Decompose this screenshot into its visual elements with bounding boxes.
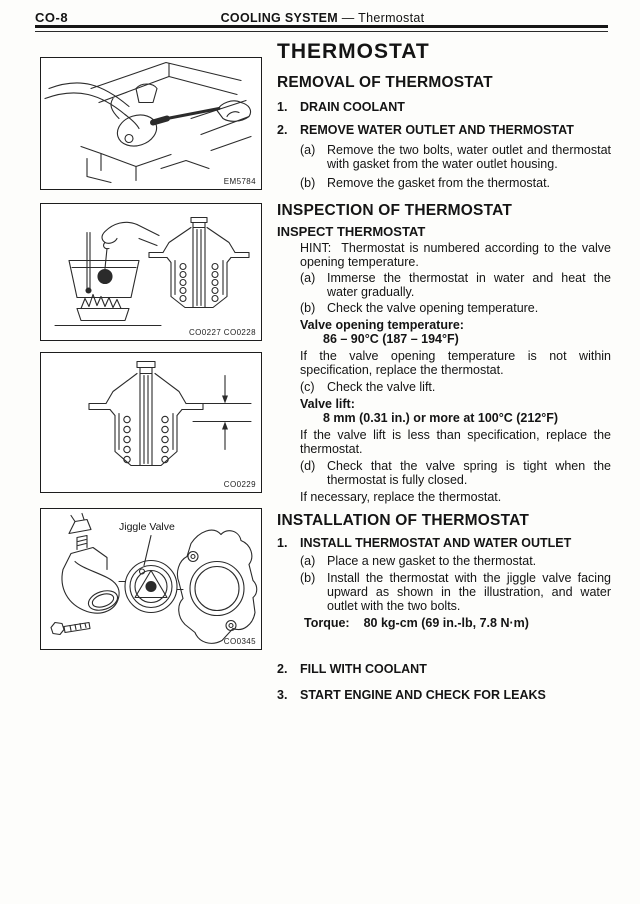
substep-label: (b) xyxy=(300,301,316,315)
substep-text: Check the valve opening temperature. xyxy=(327,301,539,315)
lift-fail-paragraph: If the valve lift is less than specification, replace the thermostat. xyxy=(300,428,611,456)
substep-remove-a xyxy=(300,143,611,171)
substep-label: (a) xyxy=(300,554,316,568)
section-heading-installation: INSTALLATION OF THERMOSTAT xyxy=(277,512,530,529)
substep-label: (d) xyxy=(300,459,316,473)
step-number: 2. xyxy=(277,662,288,676)
header-rule-thick xyxy=(35,25,608,28)
torque-label: Torque: xyxy=(304,616,350,630)
torque-value: 80 kg-cm (69 in.-lb, 7.8 N·m) xyxy=(363,616,529,630)
step-start-engine xyxy=(277,688,611,702)
step-remove-water-outlet xyxy=(277,123,611,137)
subheading-inspect-thermostat: INSPECT THERMOSTAT xyxy=(277,224,426,239)
step-fill-coolant xyxy=(277,662,611,676)
torque-spec xyxy=(304,616,611,630)
page-title: THERMOSTAT xyxy=(277,40,430,63)
step-title: DRAIN COOLANT xyxy=(300,100,405,114)
engine-wrench-illustration xyxy=(41,58,261,189)
substep-inspect-b xyxy=(300,301,611,315)
valve-lift-illustration xyxy=(41,353,261,492)
step-number: 1. xyxy=(277,100,288,114)
figure-code: CO0345 xyxy=(223,637,256,646)
figure-code: CO0229 xyxy=(223,480,256,489)
spec-temp-value: 86 – 90°C (187 – 194°F) xyxy=(323,332,459,346)
step-install-thermostat xyxy=(277,536,611,550)
spec-lift-label: Valve lift: xyxy=(300,397,355,411)
substep-install-a xyxy=(300,554,611,568)
header-separator: — xyxy=(341,11,355,25)
page-code: CO-8 xyxy=(35,10,69,25)
hint-label: HINT: xyxy=(300,241,332,255)
hint-text: Thermostat is numbered according to the valve opening temperature. xyxy=(300,241,611,269)
content-column xyxy=(277,40,611,702)
header-section: COOLING SYSTEM xyxy=(220,11,339,25)
step-number: 1. xyxy=(277,536,288,550)
substep-label: (a) xyxy=(300,271,316,285)
substep-label: (b) xyxy=(300,571,316,585)
substep-text: Install the thermostat with the jiggle valve facing upward as shown in the illustration, and water outlet with the two bolts. xyxy=(327,571,611,613)
substep-text: Check that the valve spring is tight when the thermostat is fully closed. xyxy=(327,459,611,487)
spec-lift-value: 8 mm (0.31 in.) or more at 100°C (212°F) xyxy=(323,411,559,425)
figure-box-installation xyxy=(40,508,262,650)
spec-temp-label: Valve opening temperature: xyxy=(300,318,464,332)
closing-note-paragraph: If necessary, replace the thermostat. xyxy=(300,490,502,504)
jiggle-valve-callout: Jiggle Valve xyxy=(119,521,175,533)
substep-text: Check the valve lift. xyxy=(327,380,436,394)
substep-text: Remove the gasket from the thermostat. xyxy=(327,176,551,190)
header-title xyxy=(35,11,610,25)
substep-inspect-a xyxy=(300,271,611,299)
substep-label: (a) xyxy=(300,143,316,157)
figure-box-valve-lift xyxy=(40,352,262,493)
header-rule-thin xyxy=(35,31,608,32)
section-heading-removal: REMOVAL OF THERMOSTAT xyxy=(277,74,493,91)
figure-code: EM5784 xyxy=(223,177,256,186)
substep-text: Remove the two bolts, water outlet and thermostat with gasket from the water outlet housing. xyxy=(327,143,611,171)
figure-code: CO0227 CO0228 xyxy=(188,328,256,337)
step-title: REMOVE WATER OUTLET AND THERMOSTAT xyxy=(300,123,574,137)
substep-install-b xyxy=(300,571,611,613)
substep-label: (b) xyxy=(300,176,316,190)
thermostat-heating-illustration xyxy=(41,204,261,340)
substep-text: Place a new gasket to the thermostat. xyxy=(327,554,537,568)
figure-box-inspection xyxy=(40,203,262,341)
step-title: FILL WITH COOLANT xyxy=(300,662,427,676)
hint-paragraph xyxy=(300,241,611,269)
figure-box-removal xyxy=(40,57,262,190)
step-number: 2. xyxy=(277,123,288,137)
step-number: 3. xyxy=(277,688,288,702)
substep-remove-b xyxy=(300,176,611,190)
step-drain-coolant xyxy=(277,100,611,114)
substep-inspect-d xyxy=(300,459,611,487)
substep-text: Immerse the thermostat in water and heat the water gradually. xyxy=(327,271,611,299)
substep-inspect-c xyxy=(300,380,611,394)
section-heading-inspection: INSPECTION OF THERMOSTAT xyxy=(277,202,512,219)
substep-label: (c) xyxy=(300,380,315,394)
header-topic: Thermostat xyxy=(358,11,425,25)
step-title: START ENGINE AND CHECK FOR LEAKS xyxy=(300,688,546,702)
temp-fail-paragraph: If the valve opening temperature is not within specification, replace the thermostat. xyxy=(300,349,611,377)
step-title: INSTALL THERMOSTAT AND WATER OUTLET xyxy=(300,536,572,550)
